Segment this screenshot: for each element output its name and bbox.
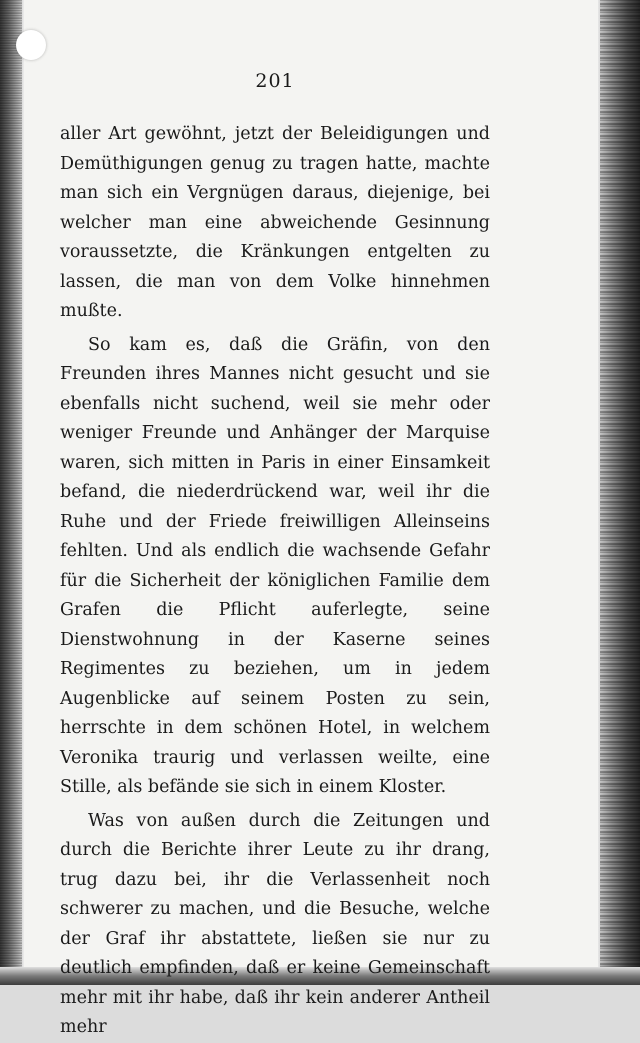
punch-hole [16,30,46,60]
paragraph-2: So kam es, daß die Gräfin, von den Freunden ihres Mannes nicht gesucht und sie ebenfalls nicht suchend, weil sie mehr oder weniger Freunde und Anhänger der Marquise waren, sich mitten in Paris in einer Einsamkeit befand, die niederdrückend war, weil ihr die Ruhe und der Friede freiwilligen Alleinseins fehlten. Und als endlich die wachsende Gefahr für die Sicherheit der königlichen Familie dem Grafen die Pflicht auferlegte, seine Dienstwohnung in der Kaserne seines Regimentes zu beziehen, um in jedem Augenblicke auf seinem Posten zu sein, herrschte in dem schönen Hotel, in welchem Veronika traurig und verlassen weilte, eine Stille, als befände sie sich in einem Kloster. [60,334,490,797]
page-body [60,70,490,1043]
right-scan-edge-noise [600,0,640,985]
page-number: 201 [255,70,295,92]
paragraph-1: aller Art gewöhnt, jetzt der Beleidigungen und Demüthigungen genug zu tragen hatte, machte man sich ein Vergnügen daraus, diejenige, bei welcher man eine abweichende Gesinnung voraussetzte, die Kränkungen entgelten zu lassen, die man von dem Volke hinnehmen mußte. [60,124,490,321]
left-scan-edge-noise [0,0,22,985]
paragraph-3: Was von außen durch die Zeitungen und durch die Berichte ihrer Leute zu ihr drang, trug dazu bei, ihr die Verlassenheit noch schwerer zu machen, und die Besuche, welche der Graf ihr abstattete, ließen sie nur zu deutlich empfinden, daß er keine Gemeinschaft mehr mit ihr habe, daß ihr kein anderer Antheil mehr [60,810,490,1037]
